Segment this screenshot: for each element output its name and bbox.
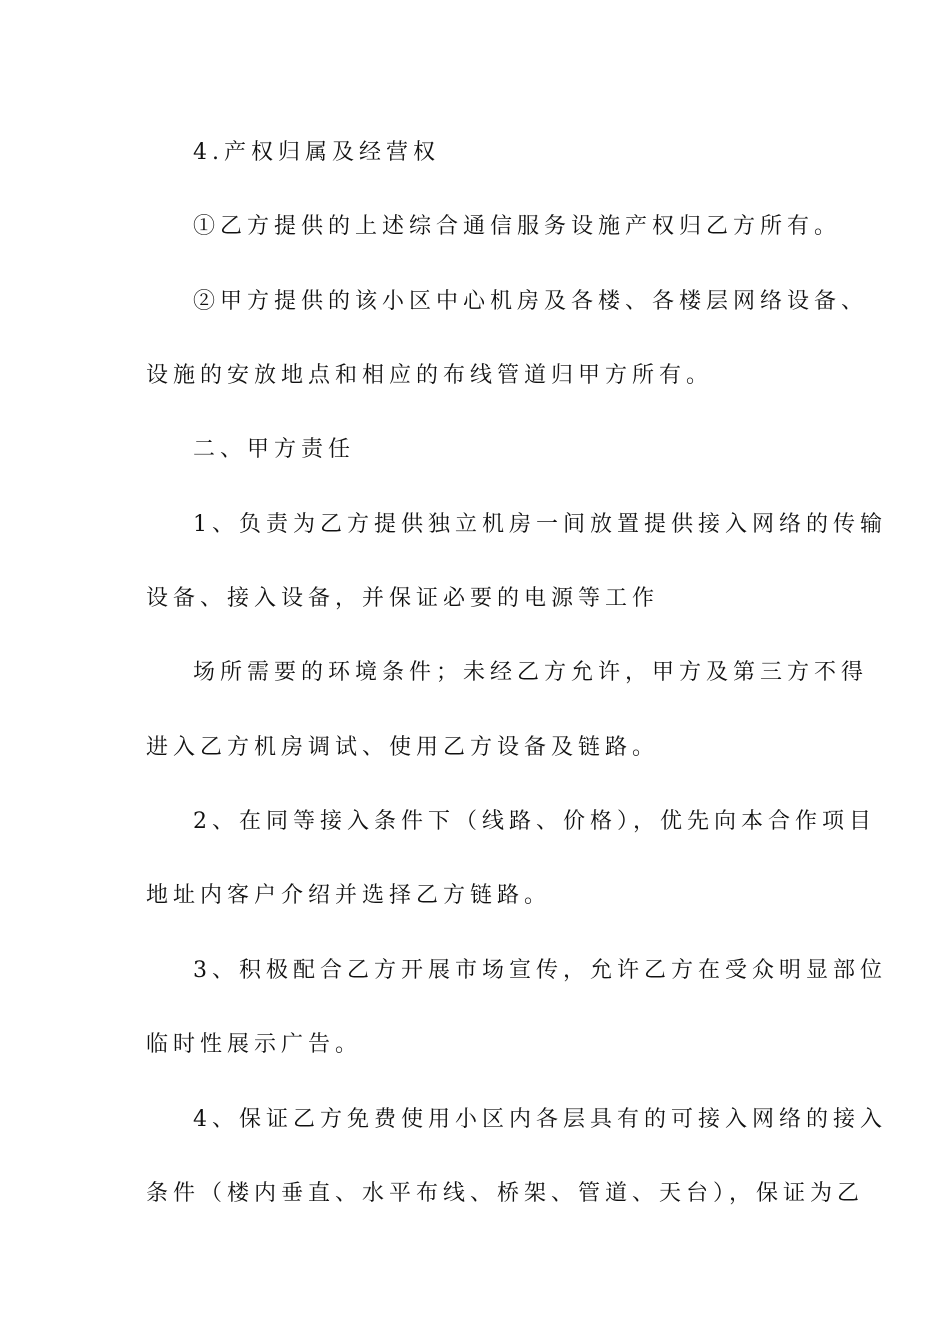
paragraph-line: 3、积极配合乙方开展市场宣传，允许乙方在受众明显部位	[193, 958, 887, 983]
paragraph-line: 场所需要的环境条件；未经乙方允许，甲方及第三方不得	[193, 660, 869, 685]
paragraph-line: 设备、接入设备，并保证必要的电源等工作	[146, 586, 660, 611]
paragraph-line: 临时性展示广告。	[146, 1032, 363, 1057]
paragraph-line: 1、负责为乙方提供独立机房一间放置提供接入网络的传输	[193, 512, 887, 537]
paragraph-line: 设施的安放地点和相应的布线管道归甲方所有。	[146, 363, 714, 388]
paragraph-line: ①乙方提供的上述综合通信服务设施产权归乙方所有。	[193, 214, 842, 239]
paragraph-line: 条件（楼内垂直、水平布线、桥架、管道、天台），保证为乙	[146, 1181, 865, 1206]
paragraph-line: 2、在同等接入条件下（线路、价格），优先向本合作项目	[193, 809, 876, 834]
paragraph-line: 进入乙方机房调试、使用乙方设备及链路。	[146, 735, 660, 760]
section-heading-property-rights: 4.产权归属及经营权	[193, 140, 440, 165]
paragraph-line: ②甲方提供的该小区中心机房及各楼、各楼层网络设备、	[193, 289, 869, 314]
paragraph-line: 4、保证乙方免费使用小区内各层具有的可接入网络的接入	[193, 1107, 887, 1132]
paragraph-line: 地址内客户介绍并选择乙方链路。	[146, 883, 552, 908]
section-heading-party-a-duties: 二、甲方责任	[193, 437, 356, 462]
